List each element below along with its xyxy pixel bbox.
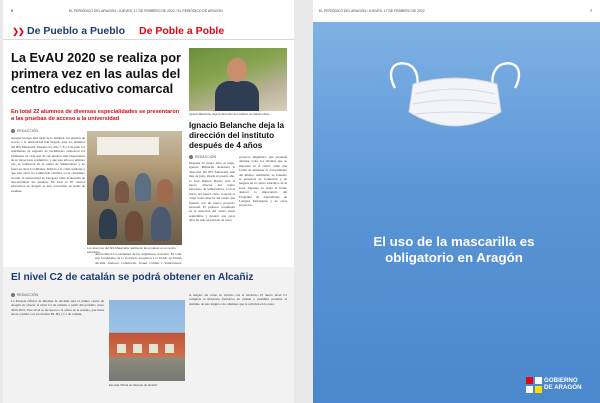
ad-message: El uso de la mascarilla es obligatorio en Aragón: [373, 234, 535, 265]
author-icon: [189, 155, 193, 159]
main-byline-text: REDACCIÓN: [17, 129, 39, 133]
page-number: 7: [590, 9, 592, 13]
section-title-ca: De Poble a Poble: [139, 25, 225, 37]
portrait-photo: [189, 48, 287, 111]
gobierno-aragon-logo-icon: [526, 377, 542, 393]
logo-text: [544, 377, 582, 391]
logo-line-2: DE ARAGÓN: [544, 384, 582, 391]
side-body-col-2: proyecto lingüístico que pretende afianzar todos los idiomas que se imparten en el centro como una forma de aumentar el conocimiento del mismo. Asimismo, se fomentó la presencia de formación y de lenguas en el centro educativo de la zona. Durante su etapa al frente destacó la importancia del Programa de Aprendizaje de Lenguas Extranjeras y de otros proyectos.: [239, 155, 287, 208]
author-icon: [11, 129, 15, 133]
bottom-byline-text: REDACCIÓN: [17, 293, 39, 297]
portrait-photo-caption: Ignacio Belanche deja la dirección del instituto de Valderrobres.: [189, 112, 271, 116]
section-header: [3, 22, 294, 40]
side-headline: Ignacio Belanche deja la dirección del instituto después de 4 años: [189, 121, 285, 150]
bottom-body-col-2: la lengua, así como su vínculo con el territorio. El nuevo nivel C2 completa el itinerario formativo en catalán y permitirá acreditar el dominio de esta lengua a los alumnos que lo soliciten en la zona.: [189, 293, 287, 306]
school-photo-caption: Escuela Oficial de Idiomas de Alcañiz.: [109, 383, 158, 387]
logo-line-1: GOBIERNO: [544, 377, 578, 384]
surgical-mask-icon: [385, 54, 525, 144]
main-headline: La EvAU 2020 se realiza por primera vez en las aulas del centro educativo comarcal: [11, 50, 182, 96]
author-icon: [11, 293, 15, 297]
main-subhead: En total 22 alumnos de diversas especialidades se presentaron a las pruebas de acceso a la universidad: [11, 109, 180, 122]
bottom-headline: El nivel C2 de catalán se podrá obtener en Alcañiz: [11, 272, 254, 283]
section-title-es: De Pueblo a Pueblo: [27, 25, 126, 37]
classroom-photo-caption: Los alumnos del IES Matarraña realizaron las pruebas en el centro educativo.: [87, 246, 176, 254]
section-arrows-icon: ❯❯: [9, 25, 27, 37]
main-body-col-1: Aunque un mes más tarde de lo habitual, las pruebas de acceso a la universidad han llegado para los alumnos del IES Matarraña. Durante los días 7, 8 y 9 de julio los estudiantes de segundo de bachillerato realizaron los exámenes de cada una de sus pruebas más importantes de su trayectoria académica, y que este año por primera vez, se realizaron en el centro de Valderrobres y no fuera en otras localidades. Debido a la crisis sanitaria y que este curso ha conllevado cambios en el calendario escolar, la universidad de Zaragoza tomó la decisión de descentralizar las pruebas. En total el 87 centros educativos de Aragón se han convertido en sedes de examen.: [11, 136, 85, 193]
page-number: 6: [11, 9, 13, 13]
right-page: [313, 0, 600, 403]
main-byline: [11, 129, 38, 133]
page-folio: EL PERIÓDICO DEL ARAGÓN / JUEVES, 17 DE FEBRERO DE 2022: [319, 9, 425, 13]
side-body-col-1: Después de cuatro años al cargo, Ignacio Belanche abandona la dirección del IES Matarraña este mes de julio. Desde el pasado año, lo José Ramón Bosch, será el nuevo director del centro educativo de Valderrobres. Con el inicio del nuevo curso ocupará el cargo como director del centro que finaliza con un nuevo proyecto personal. El profesor continuará en la dirección del centro hasta septiembre y destacó que estos años ha sido un periodo de retos.: [189, 161, 235, 223]
bottom-byline: [11, 293, 38, 297]
mask-campaign-ad: [313, 22, 600, 403]
side-byline-text: REDACCIÓN: [195, 155, 217, 159]
classroom-photo: [87, 131, 182, 245]
main-body-col-2: desarrollaron los exámenes de las asignaturas troncales. En total, seis localidades de la provincia acogieron a la EvAU en Teruel, Alcañiz, Andorra, Calamocha, Teruel, Utrillas y Valderrobres.: [95, 252, 182, 264]
gobierno-aragon-logo: [526, 374, 596, 396]
page-folio: EL PERIÓDICO DEL ARAGÓN / JUEVES, 17 DE FEBRERO DE 2022 / EL PERIÓDICO DE ARAGÓN: [69, 9, 223, 13]
bottom-body-col-1: La Escuela Oficial de Idiomas de Alcañiz será el primer centro de Aragón en ofrecer el nivel C2 de catalán, a partir del próximo curso 2020-2021. Este nivel se incorpora a la oferta de la escuela, que hasta ahora contaba con los niveles B1, B2 y C1 de catalán.: [11, 299, 104, 317]
left-page: [3, 0, 294, 403]
side-byline: [189, 155, 216, 159]
school-photo: [109, 300, 185, 381]
